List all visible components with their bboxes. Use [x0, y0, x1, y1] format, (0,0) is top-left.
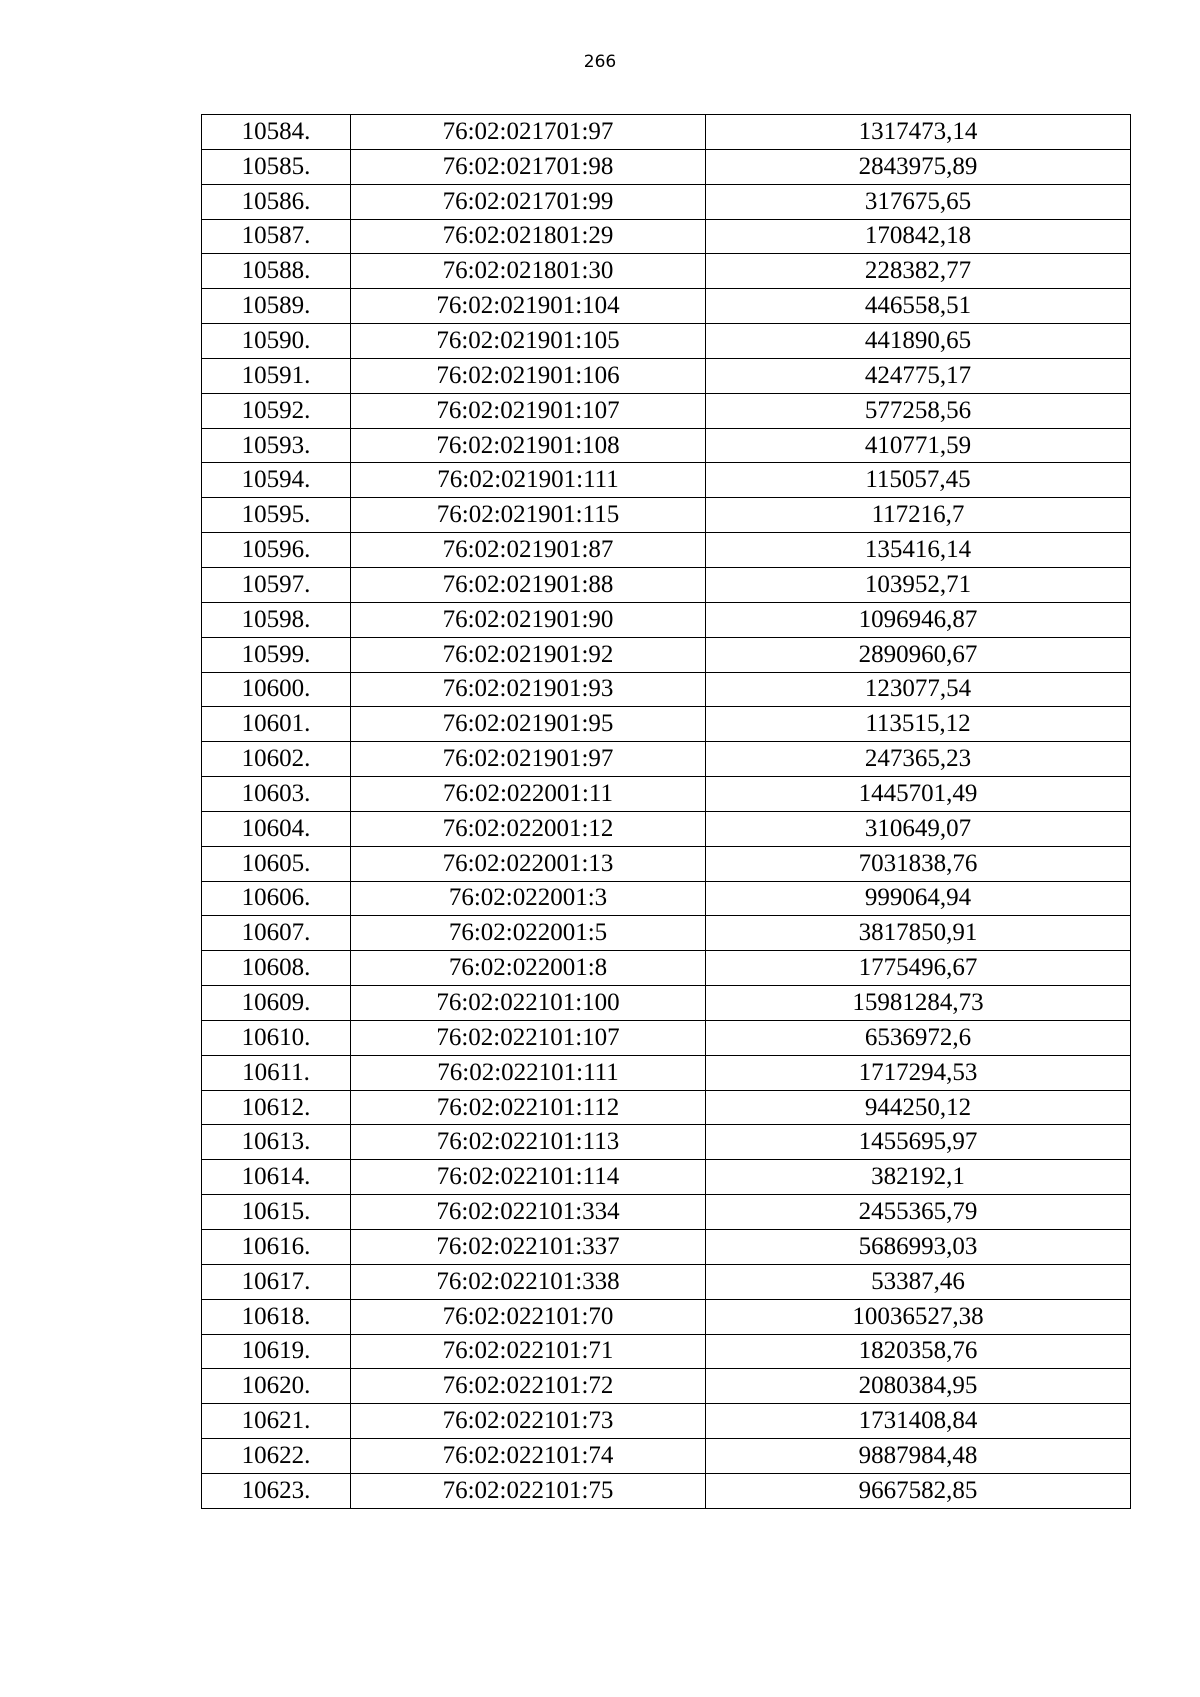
value-cell: 15981284,73 [706, 986, 1131, 1021]
value-cell: 1455695,97 [706, 1125, 1131, 1160]
cadastral-number-cell: 76:02:022101:100 [351, 986, 706, 1021]
row-number-cell: 10586. [202, 184, 351, 219]
value-cell: 1317473,14 [706, 115, 1131, 150]
cadastral-number-cell: 76:02:021901:93 [351, 672, 706, 707]
table-row [202, 846, 1131, 881]
table-row [202, 1334, 1131, 1369]
table-row [202, 1230, 1131, 1265]
cadastral-number-cell: 76:02:022001:12 [351, 811, 706, 846]
value-cell: 2080384,95 [706, 1369, 1131, 1404]
table-row [202, 149, 1131, 184]
cadastral-number-cell: 76:02:021701:97 [351, 115, 706, 150]
value-cell: 5686993,03 [706, 1230, 1131, 1265]
table-body [202, 115, 1131, 1509]
table-row [202, 951, 1131, 986]
table-row [202, 219, 1131, 254]
value-cell: 382192,1 [706, 1160, 1131, 1195]
row-number-cell: 10618. [202, 1299, 351, 1334]
row-number-cell: 10603. [202, 777, 351, 812]
row-number-cell: 10621. [202, 1404, 351, 1439]
cadastral-number-cell: 76:02:022101:71 [351, 1334, 706, 1369]
table-row [202, 811, 1131, 846]
cadastral-number-cell: 76:02:022001:3 [351, 881, 706, 916]
value-cell: 10036527,38 [706, 1299, 1131, 1334]
row-number-cell: 10606. [202, 881, 351, 916]
table-row [202, 1125, 1131, 1160]
row-number-cell: 10593. [202, 428, 351, 463]
row-number-cell: 10613. [202, 1125, 351, 1160]
table-row [202, 672, 1131, 707]
cadastral-number-cell: 76:02:021901:105 [351, 324, 706, 359]
value-cell: 113515,12 [706, 707, 1131, 742]
value-cell: 1717294,53 [706, 1055, 1131, 1090]
table-row [202, 637, 1131, 672]
value-cell: 317675,65 [706, 184, 1131, 219]
row-number-cell: 10605. [202, 846, 351, 881]
table-row [202, 254, 1131, 289]
table-row [202, 1473, 1131, 1508]
cadastral-number-cell: 76:02:022101:70 [351, 1299, 706, 1334]
value-cell: 7031838,76 [706, 846, 1131, 881]
cadastral-number-cell: 76:02:021901:97 [351, 742, 706, 777]
cadastral-value-table [201, 114, 1131, 1509]
row-number-cell: 10591. [202, 358, 351, 393]
row-number-cell: 10587. [202, 219, 351, 254]
row-number-cell: 10619. [202, 1334, 351, 1369]
table-row [202, 881, 1131, 916]
cadastral-number-cell: 76:02:021901:90 [351, 602, 706, 637]
cadastral-number-cell: 76:02:021901:108 [351, 428, 706, 463]
cadastral-number-cell: 76:02:022101:114 [351, 1160, 706, 1195]
table-row [202, 1299, 1131, 1334]
value-cell: 123077,54 [706, 672, 1131, 707]
table-row [202, 1090, 1131, 1125]
value-cell: 115057,45 [706, 463, 1131, 498]
cadastral-number-cell: 76:02:022101:74 [351, 1439, 706, 1474]
row-number-cell: 10599. [202, 637, 351, 672]
table-row [202, 1369, 1131, 1404]
value-cell: 3817850,91 [706, 916, 1131, 951]
row-number-cell: 10588. [202, 254, 351, 289]
value-cell: 6536972,6 [706, 1020, 1131, 1055]
row-number-cell: 10589. [202, 289, 351, 324]
table-row [202, 1160, 1131, 1195]
value-cell: 999064,94 [706, 881, 1131, 916]
row-number-cell: 10601. [202, 707, 351, 742]
row-number-cell: 10607. [202, 916, 351, 951]
row-number-cell: 10610. [202, 1020, 351, 1055]
row-number-cell: 10594. [202, 463, 351, 498]
table-row [202, 602, 1131, 637]
value-cell: 2890960,67 [706, 637, 1131, 672]
table-row [202, 358, 1131, 393]
value-cell: 103952,71 [706, 567, 1131, 602]
value-cell: 135416,14 [706, 533, 1131, 568]
cadastral-number-cell: 76:02:021701:98 [351, 149, 706, 184]
cadastral-number-cell: 76:02:022101:72 [351, 1369, 706, 1404]
table-row [202, 1404, 1131, 1439]
row-number-cell: 10602. [202, 742, 351, 777]
row-number-cell: 10585. [202, 149, 351, 184]
row-number-cell: 10590. [202, 324, 351, 359]
value-cell: 1820358,76 [706, 1334, 1131, 1369]
value-cell: 441890,65 [706, 324, 1131, 359]
table-row [202, 1439, 1131, 1474]
row-number-cell: 10616. [202, 1230, 351, 1265]
table-row [202, 289, 1131, 324]
cadastral-number-cell: 76:02:022001:13 [351, 846, 706, 881]
value-cell: 228382,77 [706, 254, 1131, 289]
value-cell: 1731408,84 [706, 1404, 1131, 1439]
row-number-cell: 10612. [202, 1090, 351, 1125]
value-cell: 944250,12 [706, 1090, 1131, 1125]
table-row [202, 184, 1131, 219]
row-number-cell: 10617. [202, 1264, 351, 1299]
cadastral-number-cell: 76:02:021901:92 [351, 637, 706, 672]
cadastral-number-cell: 76:02:021901:95 [351, 707, 706, 742]
value-cell: 9667582,85 [706, 1473, 1131, 1508]
row-number-cell: 10597. [202, 567, 351, 602]
row-number-cell: 10600. [202, 672, 351, 707]
row-number-cell: 10596. [202, 533, 351, 568]
row-number-cell: 10584. [202, 115, 351, 150]
value-cell: 424775,17 [706, 358, 1131, 393]
value-cell: 446558,51 [706, 289, 1131, 324]
cadastral-number-cell: 76:02:021901:87 [351, 533, 706, 568]
cadastral-number-cell: 76:02:022101:334 [351, 1195, 706, 1230]
cadastral-number-cell: 76:02:022101:337 [351, 1230, 706, 1265]
table-row [202, 742, 1131, 777]
row-number-cell: 10608. [202, 951, 351, 986]
table-row [202, 498, 1131, 533]
cadastral-number-cell: 76:02:021901:107 [351, 393, 706, 428]
cadastral-number-cell: 76:02:021901:115 [351, 498, 706, 533]
table-row [202, 916, 1131, 951]
cadastral-number-cell: 76:02:022101:338 [351, 1264, 706, 1299]
cadastral-number-cell: 76:02:021801:29 [351, 219, 706, 254]
value-cell: 410771,59 [706, 428, 1131, 463]
row-number-cell: 10615. [202, 1195, 351, 1230]
cadastral-number-cell: 76:02:021701:99 [351, 184, 706, 219]
value-cell: 9887984,48 [706, 1439, 1131, 1474]
table-row [202, 393, 1131, 428]
cadastral-number-cell: 76:02:022001:5 [351, 916, 706, 951]
table-row [202, 115, 1131, 150]
table-row [202, 1264, 1131, 1299]
value-cell: 1445701,49 [706, 777, 1131, 812]
table-row [202, 463, 1131, 498]
cadastral-number-cell: 76:02:021901:104 [351, 289, 706, 324]
row-number-cell: 10614. [202, 1160, 351, 1195]
value-cell: 2455365,79 [706, 1195, 1131, 1230]
table-row [202, 324, 1131, 359]
cadastral-number-cell: 76:02:022101:112 [351, 1090, 706, 1125]
row-number-cell: 10622. [202, 1439, 351, 1474]
cadastral-number-cell: 76:02:022001:8 [351, 951, 706, 986]
table-row [202, 428, 1131, 463]
value-cell: 1775496,67 [706, 951, 1131, 986]
value-cell: 170842,18 [706, 219, 1131, 254]
cadastral-number-cell: 76:02:022101:75 [351, 1473, 706, 1508]
page-number: 266 [583, 52, 617, 72]
cadastral-number-cell: 76:02:022101:107 [351, 1020, 706, 1055]
cadastral-number-cell: 76:02:021901:88 [351, 567, 706, 602]
cadastral-number-cell: 76:02:021901:111 [351, 463, 706, 498]
row-number-cell: 10611. [202, 1055, 351, 1090]
row-number-cell: 10623. [202, 1473, 351, 1508]
table-row [202, 1020, 1131, 1055]
value-cell: 117216,7 [706, 498, 1131, 533]
cadastral-number-cell: 76:02:022101:111 [351, 1055, 706, 1090]
table-row [202, 1195, 1131, 1230]
cadastral-number-cell: 76:02:021901:106 [351, 358, 706, 393]
cadastral-number-cell: 76:02:021801:30 [351, 254, 706, 289]
cadastral-number-cell: 76:02:022001:11 [351, 777, 706, 812]
table-row [202, 707, 1131, 742]
value-cell: 247365,23 [706, 742, 1131, 777]
row-number-cell: 10620. [202, 1369, 351, 1404]
value-cell: 310649,07 [706, 811, 1131, 846]
table-row [202, 533, 1131, 568]
value-cell: 1096946,87 [706, 602, 1131, 637]
cadastral-number-cell: 76:02:022101:113 [351, 1125, 706, 1160]
value-cell: 2843975,89 [706, 149, 1131, 184]
value-cell: 53387,46 [706, 1264, 1131, 1299]
table-row [202, 567, 1131, 602]
table-row [202, 777, 1131, 812]
row-number-cell: 10598. [202, 602, 351, 637]
table-row [202, 1055, 1131, 1090]
row-number-cell: 10595. [202, 498, 351, 533]
table-row [202, 986, 1131, 1021]
value-cell: 577258,56 [706, 393, 1131, 428]
row-number-cell: 10604. [202, 811, 351, 846]
row-number-cell: 10609. [202, 986, 351, 1021]
cadastral-number-cell: 76:02:022101:73 [351, 1404, 706, 1439]
row-number-cell: 10592. [202, 393, 351, 428]
